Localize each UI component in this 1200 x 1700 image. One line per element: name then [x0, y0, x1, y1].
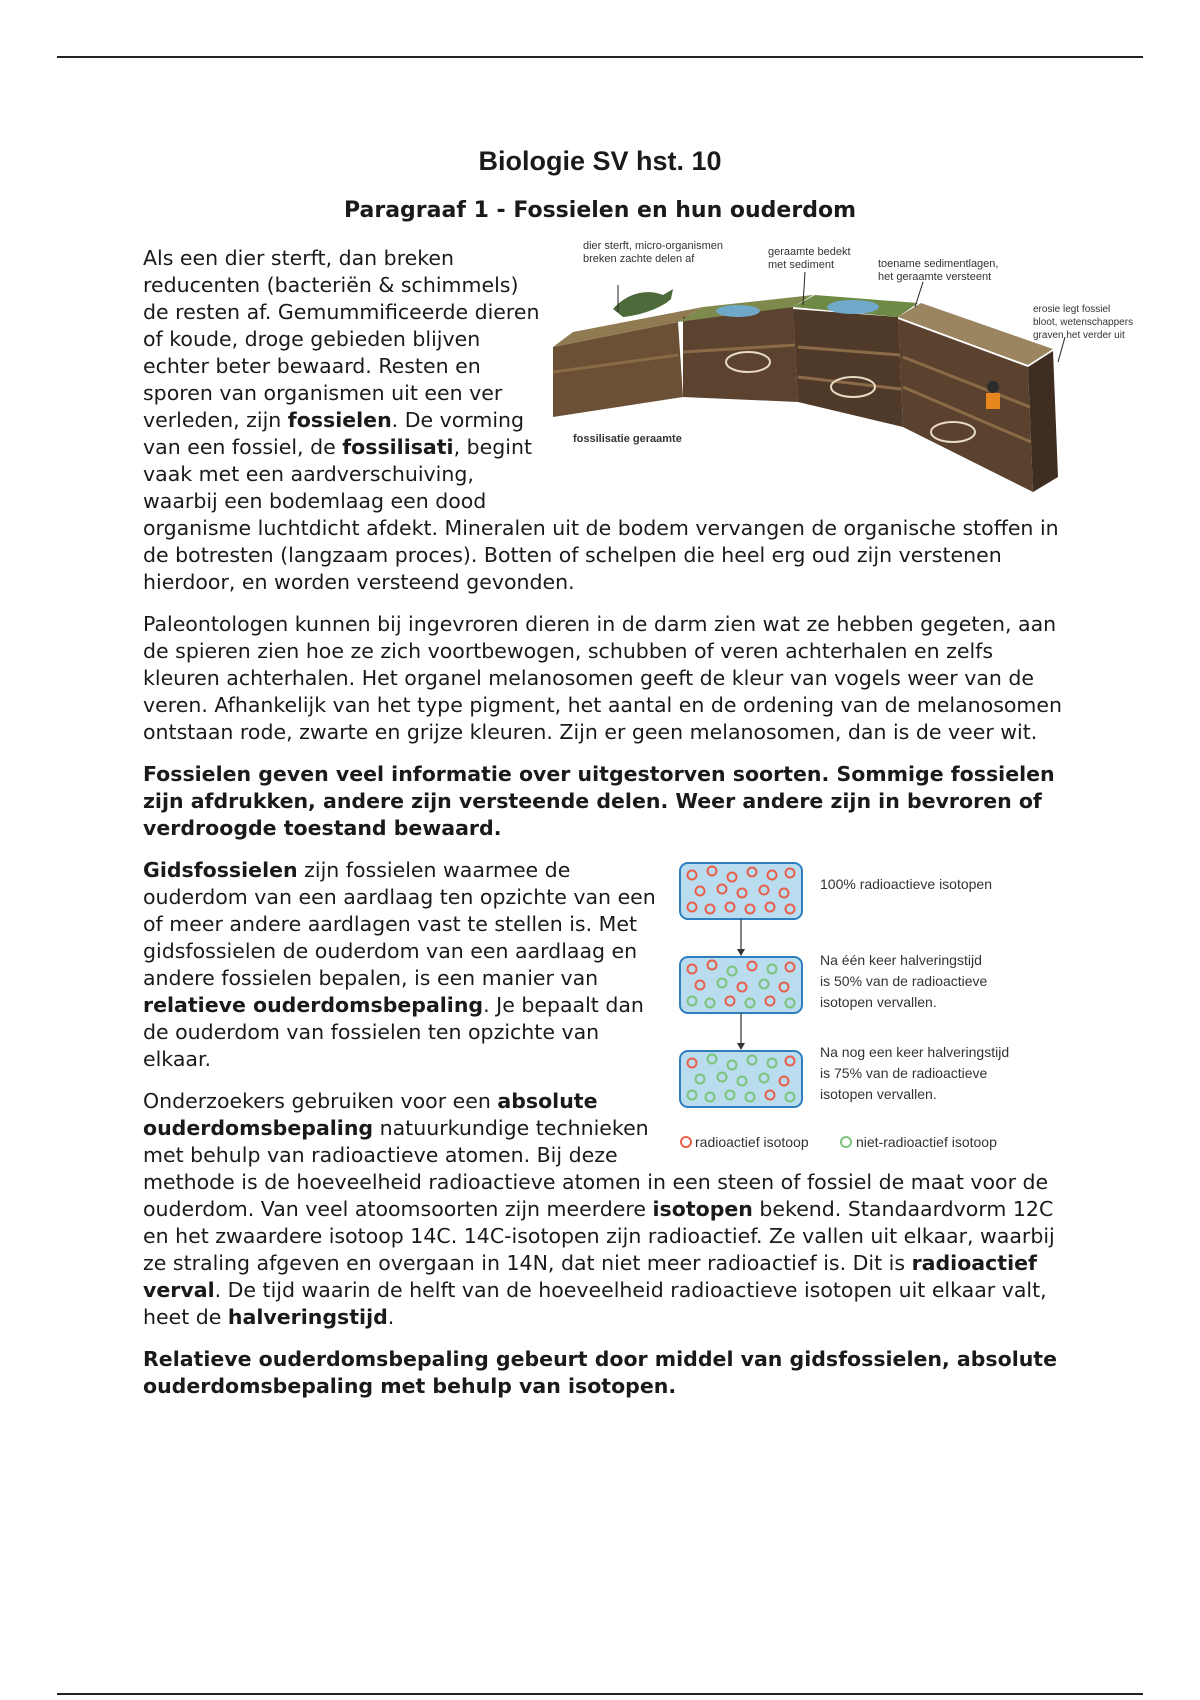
text-run: Onderzoekers gebruiken voor een: [143, 1089, 498, 1113]
radioactive-legend-icon: [681, 1137, 691, 1147]
nonradioactive-legend-icon: [841, 1137, 851, 1147]
text-run: .: [387, 1305, 395, 1329]
document-body: [143, 240, 1134, 1415]
text-run: . De tijd waarin de helft van de hoeveelheid radioactieve isotopen uit elkaar valt, heet de: [143, 1278, 1047, 1329]
illustration-label: breken zachte delen af: [583, 253, 695, 265]
text-run: . Je bepaalt dan de ouderdom van fossielen ten opzichte van elkaar.: [143, 993, 644, 1071]
text-run: zijn fossielen waarmee de ouderdom van een aardlaag ten opzichte van een of meer andere aardlagen vast te stellen is. Met gidsfossielen de ouderdom van een aardlaag en andere fossielen bepalen, is een manier van: [143, 858, 656, 990]
bold-term: isotopen: [652, 1197, 753, 1221]
bottom-rule: [57, 1693, 1143, 1695]
block-4-end: [1028, 351, 1058, 492]
text-run: Als een dier sterft, dan breken reducenten (bacteriën & schimmels) de resten af. Gemummificeerde dieren of koude, droge gebieden blijven echter beter bewaard. Resten en sporen van organismen uit een ver verleden, zijn: [143, 246, 540, 432]
bold-term: halveringstijd: [227, 1305, 388, 1329]
paragraph-paleontology: Paleontologen kunnen bij ingevroren dieren in de darm zien wat ze hebben gegeten, aan de spieren zien hoe ze zich voortbewogen, schubben of veren achterhalen en zelfs kleuren achterhalen. Het organel melanosomen geeft de kleur van vogels weer van de veren. Afhankelijk van het type pigment, het aantal en de ordening van de melanosomen ontstaan rode, zwarte en grijze kleuren. Zijn er geen melanosomen, dan is de veer wit.: [143, 612, 1062, 744]
text-run: . De vorming van een fossiel, de: [143, 408, 525, 459]
bold-term: radioactief verval: [143, 1251, 1037, 1302]
dying-animal: [613, 289, 673, 317]
diagram-label: isotopen vervallen.: [820, 1086, 937, 1102]
water-pool: [716, 305, 760, 317]
illustration-label: graven het verder uit: [1033, 330, 1125, 341]
illustration-label: met sediment: [768, 259, 835, 271]
diagram-label: Na één keer halveringstijd: [820, 952, 982, 968]
isotope-box-2: [680, 957, 802, 1013]
scientist: [987, 381, 999, 393]
half-life-diagram: [678, 859, 1063, 1169]
scientist-body: [986, 393, 1000, 409]
text-run: , begint vaak met een aardverschuiving, waarbij een bodemlaag een dood organisme luchtdicht afdekt. Mineralen uit de bodem vervangen de organische stoffen in de botresten (langzaam proces). Botten of schelpen die heel erg oud zijn verstenen hierdoor, en worden versteend gevonden.: [143, 435, 1059, 594]
arrow-head: [737, 949, 745, 956]
summary-fossils: [143, 761, 1063, 842]
block-2-side: [683, 307, 798, 402]
isotope-box-1: [680, 863, 802, 919]
diagram-label: 100% radioactieve isotopen: [820, 876, 993, 892]
text-run: natuurkundige technieken met behulp van radioactieve atomen. Bij deze methode is de hoeveelheid radioactieve atomen in een steen of fossiel de maat voor de ouderdom. Van veel atoomsoorten zijn meerdere: [143, 1116, 1049, 1221]
bold-term: absolute ouderdomsbepaling: [143, 1089, 598, 1140]
fossilisation-illustration: [553, 237, 1173, 512]
arrow-head: [737, 1043, 745, 1050]
summary-dating: [143, 1346, 1063, 1400]
pointer-line: [915, 282, 923, 307]
illustration-label: bloot, wetenschappers: [1033, 317, 1134, 328]
section-heading: Paragraaf 1 - Fossielen en hun ouderdom: [343, 198, 856, 223]
bold-term: fossielen: [287, 408, 392, 432]
top-rule: [57, 56, 1143, 58]
bold-term: fossilisati: [342, 435, 454, 459]
diagram-label: Na nog een keer halveringstijd: [820, 1044, 1010, 1060]
legend-nonradioactive: niet-radioactief isotoop: [856, 1134, 997, 1150]
illustration-label: het geraamte versteent: [878, 271, 992, 283]
bold-term: Gidsfossielen: [143, 858, 298, 882]
bold-summary: Fossielen geven veel informatie over uitgestorven soorten. Sommige fossielen zijn afdrukken, andere zijn versteende delen. Weer andere zijn in bevroren of verdroogde toestand bewaard.: [143, 762, 1055, 840]
block-3-side: [793, 309, 903, 427]
diagram-label: isotopen vervallen.: [820, 994, 937, 1010]
illustration-label: toename sedimentlagen,: [878, 258, 999, 270]
text-run: bekend. Standaardvorm 12C en het zwaardere isotoop 14C. 14C-isotopen zijn radioactief. Ze vallen uit elkaar, waarbij ze straling afgeven en overgaan in 14N, dat niet meer radioactief is. Dit is: [143, 1197, 1055, 1275]
bold-term: relatieve ouderdomsbepaling: [143, 993, 484, 1017]
illustration-label: fossilisatie geraamte: [573, 433, 682, 445]
water-pool: [827, 300, 879, 314]
illustration-label: dier sterft, micro-organismen: [583, 240, 723, 252]
page-title: Biologie SV hst. 10: [478, 146, 722, 176]
isotope-box-3: [680, 1051, 802, 1107]
bold-summary: Relatieve ouderdomsbepaling gebeurt door middel van gidsfossielen, absolute ouderdomsbepaling met behulp van isotopen.: [143, 1347, 1058, 1398]
diagram-label: is 75% van de radioactieve: [820, 1065, 988, 1081]
illustration-label: erosie legt fossiel: [1033, 304, 1111, 315]
legend-radioactive: radioactief isotoop: [695, 1134, 809, 1150]
diagram-label: is 50% van de radioactieve: [820, 973, 988, 989]
illustration-label: geraamte bedekt: [768, 246, 851, 258]
